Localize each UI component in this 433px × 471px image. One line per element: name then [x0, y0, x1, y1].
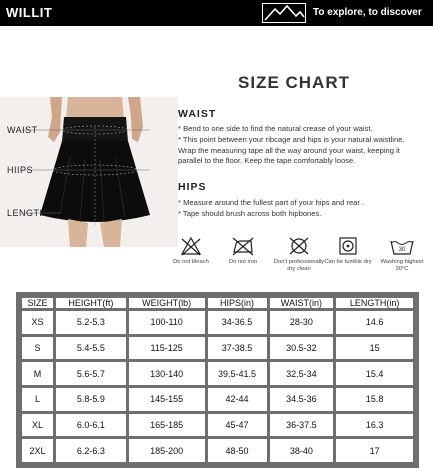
care-item [322, 236, 374, 266]
table-cell: 5.4-5.5 [56, 337, 126, 360]
size-chart-table [16, 292, 419, 468]
table-cell: 34-36.5 [208, 311, 267, 334]
table-cell: 15 [336, 337, 413, 360]
mountain-icon [262, 3, 306, 23]
brand-logo: WILLIT [6, 5, 53, 20]
column-header: SIZE [22, 298, 53, 308]
table-row [22, 362, 413, 385]
svg-text:30: 30 [398, 247, 406, 253]
table-row [22, 311, 413, 334]
table-cell: XL [22, 414, 53, 437]
table-cell: L [22, 388, 53, 411]
column-header: HIPS(in) [208, 298, 267, 308]
table-cell: 185-200 [129, 439, 205, 462]
table-cell: 6.2-6.3 [56, 439, 126, 462]
length-guide-label: LENGTH [7, 208, 47, 218]
waist-instructions [178, 124, 428, 167]
care-label: Don't professionally dry clean [273, 259, 325, 272]
hips-line: * Measure around the fullest part of your hips and rear . [178, 198, 365, 207]
care-item [217, 236, 269, 266]
waist-line: Wrap the measuring tape all the way around your waist, keeping it [178, 145, 400, 155]
skirt-photo [0, 97, 178, 247]
care-label: Washing highest 30°C [380, 259, 424, 272]
care-label: Do not bleach [173, 259, 209, 265]
table-cell: 36-37.5 [270, 414, 334, 437]
brand-slogan: To explore, to discover [313, 7, 422, 18]
care-item [273, 236, 325, 273]
table-cell: 14.6 [336, 311, 413, 334]
do-not-dry-clean-icon [288, 236, 310, 256]
table-cell: 45-47 [208, 414, 267, 437]
table-row [22, 439, 413, 462]
table-cell: 34.5-36 [270, 388, 334, 411]
hips-heading: HIPS [178, 181, 207, 193]
waist-line: * This point between your ribcage and hips is your natural waistline. [178, 134, 405, 144]
table-cell: 2XL [22, 439, 53, 462]
table-cell: M [22, 362, 53, 385]
waist-line: parallel to the floor. Keep the tape comfortably loose. [178, 156, 356, 166]
table-cell: 15.4 [336, 362, 413, 385]
table-cell: 32.5-34 [270, 362, 334, 385]
care-label: Do not iron [228, 259, 258, 265]
table-cell: S [22, 337, 53, 360]
table-cell: 5.8-5.9 [56, 388, 126, 411]
waist-guide-label: WAIST [7, 125, 38, 135]
table-cell: XS [22, 311, 53, 334]
hips-instructions [178, 198, 428, 220]
table-cell: 38-40 [270, 439, 334, 462]
column-header: WEIGHT(lb) [129, 298, 205, 308]
hips-line: * Tape should brush across both hipbones. [178, 208, 322, 218]
table-cell: 30.5-32 [270, 337, 334, 360]
care-label: Can be tumble dry [324, 259, 372, 265]
table-cell: 17 [336, 439, 413, 462]
table-cell: 16.3 [336, 414, 413, 437]
table-cell: 48-50 [208, 439, 267, 462]
hips-guide-label: HIIPS [7, 165, 34, 175]
table-cell: 145-155 [129, 388, 205, 411]
waist-line: * Bend to one side to find the natural crease of your waist. [178, 124, 373, 133]
top-banner [0, 0, 433, 26]
table-row [22, 337, 413, 360]
page-title: SIZE CHART [238, 73, 350, 92]
table-cell: 28-30 [270, 311, 334, 334]
table-row [22, 388, 413, 411]
table-cell: 115-125 [129, 337, 205, 360]
table-cell: 130-140 [129, 362, 205, 385]
column-header: WAIST(in) [270, 298, 334, 308]
table-row [22, 414, 413, 437]
do-not-iron-icon [231, 236, 255, 256]
machine-wash-icon [389, 236, 415, 256]
table-header-row [22, 298, 413, 308]
table-cell: 37-38.5 [208, 337, 267, 360]
tumble-dry-icon [337, 236, 359, 256]
table-cell: 39.5-41.5 [208, 362, 267, 385]
table-cell: 165-185 [129, 414, 205, 437]
table-cell: 42-44 [208, 388, 267, 411]
table-cell: 6.0-6.1 [56, 414, 126, 437]
care-item [376, 236, 428, 273]
do-not-bleach-icon [180, 236, 202, 256]
waist-heading: WAIST [178, 108, 217, 120]
column-header: LENGTH(in) [336, 298, 413, 308]
table-cell: 100-110 [129, 311, 205, 334]
table-cell: 15.8 [336, 388, 413, 411]
column-header: HEIGHT(ft) [56, 298, 126, 308]
care-item [165, 236, 217, 266]
table-cell: 5.2-5.3 [56, 311, 126, 334]
table-cell: 5.6-5.7 [56, 362, 126, 385]
